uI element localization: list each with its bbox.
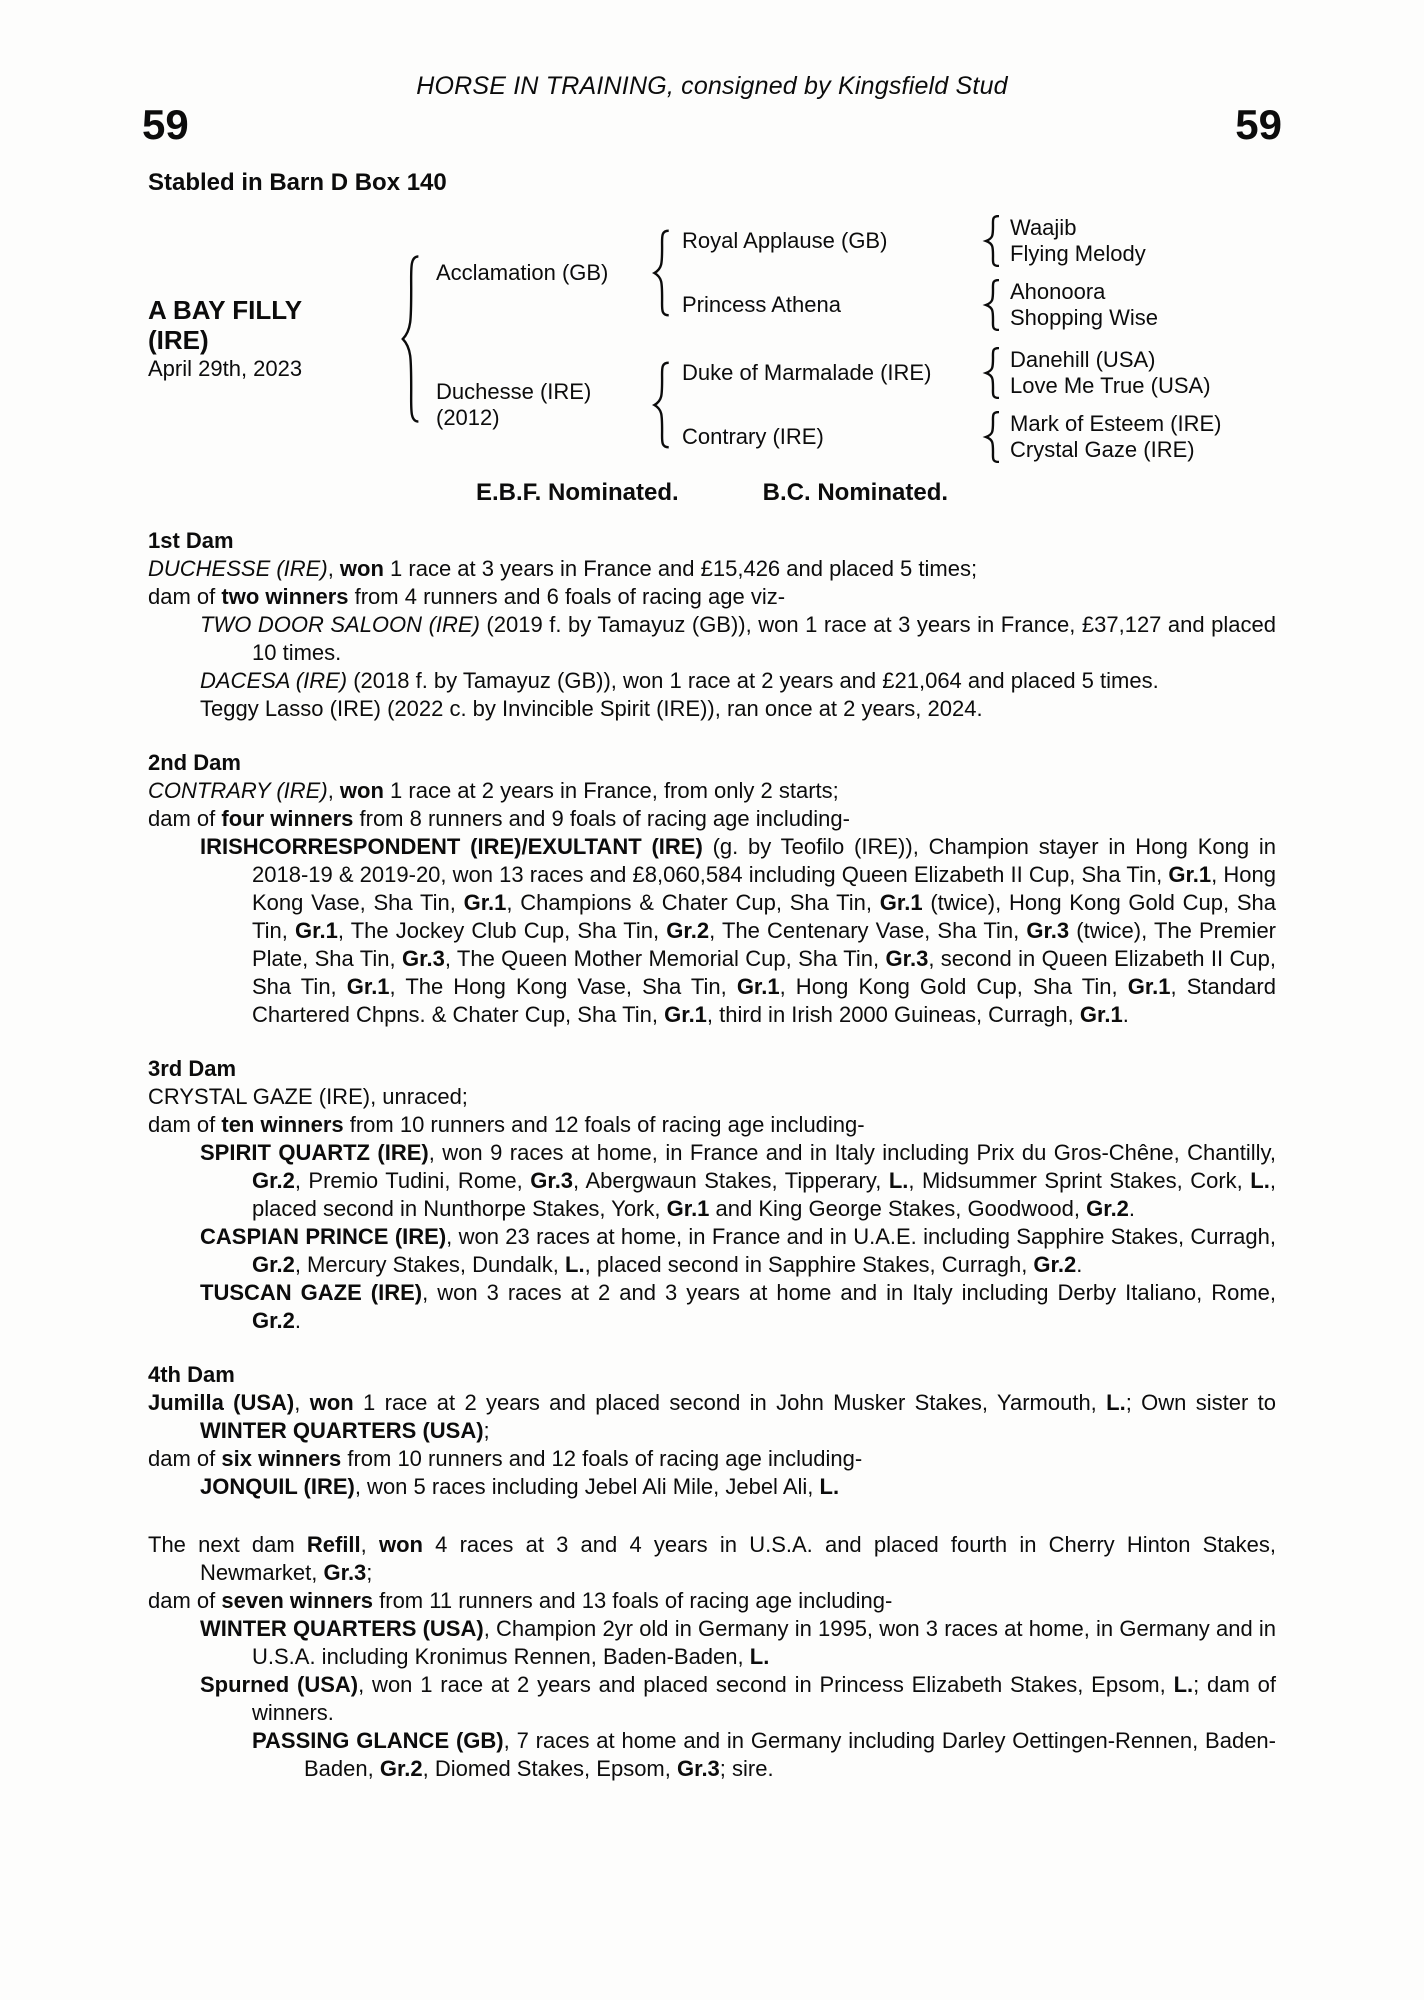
great-grandparents [1010,411,1221,463]
text-run: , The Queen Mother Memorial Cup, Sha Tin, [444,946,886,971]
text-run: PASSING GLANCE (GB) [252,1728,504,1753]
text-run: Gr.2 [379,1756,423,1781]
text-run: Gr.3 [530,1168,574,1193]
section-heading: 2nd Dam [148,750,241,775]
text-run: dam of [148,1446,222,1471]
text-run: Gr.1 [346,974,390,999]
text-run: Gr.1 [664,1002,707,1027]
text-run: Gr.3 [323,1560,367,1585]
text-run: Gr.2 [666,918,710,943]
brace-icon [982,347,1002,399]
brace-icon [650,361,672,449]
text-run: Gr.2 [252,1252,295,1277]
catalog-paragraph [148,1445,1276,1473]
text-run: . [1128,1196,1136,1221]
text-run: , Midsummer Sprint Stakes, Cork, [908,1168,1251,1193]
text-run: 4 races at 3 and 4 years in U.S.A. and placed fourth in Cherry Hinton Stakes, Newmarket, [200,1532,1276,1585]
text-run: , The Centenary Vase, Sha Tin, [709,918,1027,943]
text-run: , The Jockey Club Cup, Sha Tin, [337,918,667,943]
catalog-paragraph [148,667,1276,695]
ebf-nomination: E.B.F. Nominated. [475,479,679,506]
dam-section [148,749,1276,1029]
text-run: L. [565,1252,585,1277]
text-run: (twice), The Premier Plate, Sha Tin, [252,918,1277,971]
text-run: , [327,778,340,803]
catalog-paragraph [148,1615,1276,1671]
text-run: from 10 runners and 12 foals of racing age including- [341,1446,863,1471]
text-run: , Abergwaun Stakes, Tipperary, [573,1168,889,1193]
text-run: L. [749,1644,770,1669]
text-run: and King George Stakes, Goodwood, [709,1196,1087,1221]
text-run: CASPIAN PRINCE (IRE) [200,1224,447,1249]
lot-number-left: 59 [142,101,189,148]
dam-grandparents [682,347,1221,463]
dam-name-line: Duchesse (IRE) [436,379,592,404]
text-run: , placed second in Nunthorpe Stakes, York, [252,1168,1276,1221]
granddam-name: Contrary (IRE) [682,424,824,449]
text-run: Refill [306,1532,361,1557]
catalog-paragraph [148,583,1276,611]
subject-name: A BAY FILLY [148,295,303,325]
section-heading: 4th Dam [148,1362,235,1387]
text-run: L. [1250,1168,1270,1193]
text-run: ; Own sister to [1125,1390,1276,1415]
catalog-paragraph [148,1223,1276,1279]
text-run: won [339,556,384,581]
text-run: Spurned (USA) [200,1672,359,1697]
text-run: , won 9 races at home, in France and in Italy including Prix du Gros-Chêne, Chantilly, [428,1140,1276,1165]
text-run: Gr.1 [1127,974,1171,999]
lot-number-row [0,103,1424,147]
brace-icon [398,253,422,425]
brace-icon [982,279,1002,331]
text-run: , [327,556,340,581]
sire-grandparents [682,215,1158,331]
text-run: ; sire. [719,1756,774,1781]
sire-block [436,215,1221,331]
catalog-paragraph [148,805,1276,833]
brace-icon [982,411,1002,463]
section-heading: 3rd Dam [148,1056,237,1081]
great-grandparent-name: Danehill (USA) [1010,347,1156,372]
subject-foaling-date: April 29th, 2023 [148,356,303,381]
text-run: CONTRARY (IRE) [148,778,328,803]
text-run: IRISHCORRESPONDENT (IRE)/EXULTANT (IRE) [200,834,703,859]
grandparent-block [682,411,1221,463]
text-run: , The Hong Kong Vase, Sha Tin, [389,974,737,999]
text-run: L. [888,1168,909,1193]
dam-name [436,379,650,431]
text-run: won [378,1532,423,1557]
lot-number-right: 59 [1235,101,1282,148]
text-run: , won 3 races at 2 and 3 years at home and in Italy including Derby Italiano, Rome, [422,1280,1277,1305]
text-run: two winners [221,584,349,609]
text-run: . [294,1308,301,1333]
text-run: TUSCAN GAZE (IRE) [200,1280,423,1305]
catalog-paragraph [148,1279,1276,1335]
text-run: Gr.2 [252,1168,295,1193]
text-run: , Hong Kong Vase, Sha Tin, [252,862,1276,915]
text-run: six winners [221,1446,342,1471]
dam-section [148,1531,1276,1783]
brace-icon [982,215,1002,267]
text-run: L. [819,1474,840,1499]
text-run: Gr.3 [1026,918,1070,943]
text-run: TWO DOOR SALOON (IRE) [200,612,480,637]
text-run: , Mercury Stakes, Dundalk, [294,1252,566,1277]
text-run: (twice), Hong Kong Gold Cup, Sha Tin, [252,890,1276,943]
text-run: , 7 races at home and in Germany including Darley Oettingen-Rennen, Baden-Baden, [304,1728,1276,1781]
great-grandparent-name: Crystal Gaze (IRE) [1010,437,1195,462]
text-run: from 8 runners and 9 foals of racing age including- [353,806,850,831]
catalog-paragraph [148,1531,1276,1587]
text-run: WINTER QUARTERS (USA) [200,1616,484,1641]
text-run: WINTER QUARTERS (USA) [200,1418,484,1443]
section-heading: 1st Dam [148,528,234,553]
text-run: The next dam [148,1532,307,1557]
text-run: Gr.1 [1079,1002,1123,1027]
dam-section [148,1361,1276,1501]
text-run: Gr.1 [1168,862,1212,887]
catalog-paragraph [148,1587,1276,1615]
text-run: four winners [221,806,354,831]
text-run: 1 race at 2 years and placed second in John Musker Stakes, Yarmouth, [353,1390,1107,1415]
text-run: DACESA (IRE) [200,668,348,693]
text-run: Gr.1 [463,890,507,915]
text-run: from 11 runners and 13 foals of racing age including- [373,1588,893,1613]
text-run: L. [1173,1672,1194,1697]
text-run: 1 race at 3 years in France and £15,426 and placed 5 times; [383,556,978,581]
pedigree-parents [436,215,1221,463]
page-title: HORSE IN TRAINING, consigned by Kingsfield Stud [416,72,1008,100]
text-run: L. [1106,1390,1126,1415]
text-run: seven winners [221,1588,374,1613]
text-run: , placed second in Sapphire Stakes, Curragh, [584,1252,1034,1277]
text-run: Gr.1 [736,974,780,999]
text-run: Jumilla (USA) [148,1390,295,1415]
nominations [0,479,1424,507]
text-run: won [309,1390,354,1415]
text-run: JONQUIL (IRE) [200,1474,355,1499]
text-run: DUCHESSE (IRE) [148,556,328,581]
text-run: 1 race at 2 years in France, from only 2 starts; [383,778,839,803]
text-run: Gr.1 [666,1196,710,1221]
granddam-name: Princess Athena [682,292,841,317]
subject-suffix: (IRE) [148,325,209,355]
text-run: , Hong Kong Gold Cup, Sha Tin, [779,974,1128,999]
great-grandparents [1010,347,1211,399]
text-run: Gr.1 [295,918,338,943]
grandsire-name: Duke of Marmalade (IRE) [682,360,932,385]
text-run: Gr.2 [252,1308,295,1333]
text-run: ; [366,1560,373,1585]
dam-section [148,527,1276,723]
great-grandparent-name: Shopping Wise [1010,305,1158,330]
great-grandparents [1010,279,1158,331]
great-grandparent-name: Flying Melody [1010,241,1146,266]
text-run: , [294,1390,310,1415]
pedigree-tree [148,215,1424,463]
grandparent-block [682,279,1158,331]
text-run: Gr.2 [1086,1196,1129,1221]
brace-icon [650,229,672,317]
text-run: Gr.1 [879,890,923,915]
catalog-paragraph [148,1139,1276,1223]
great-grandparent-name: Love Me True (USA) [1010,373,1211,398]
catalog-paragraph [148,1671,1276,1727]
catalog-paragraph [148,695,1276,723]
text-run: , won 1 race at 2 years and placed second in Princess Elizabeth Stakes, Epsom, [358,1672,1174,1697]
great-grandparent-name: Mark of Esteem (IRE) [1010,411,1222,436]
text-run: . [1076,1252,1083,1277]
text-run: Gr.3 [885,946,929,971]
grandparent-block [682,215,1158,267]
text-run: , won 23 races at home, in France and in U.A.E. including Sapphire Stakes, Curragh, [446,1224,1276,1249]
catalog-paragraph [148,1111,1276,1139]
text-run: ; [483,1418,490,1443]
text-run: , Premio Tudini, Rome, [294,1168,531,1193]
text-run: (2018 f. by Tamayuz (GB)), won 1 race at 2 years and £21,064 and placed 5 times. [347,668,1159,693]
grandparent-block [682,347,1221,399]
text-run: won [339,778,384,803]
text-run: dam of [148,584,222,609]
great-grandparent-name: Ahonoora [1010,279,1106,304]
bc-nomination: B.C. Nominated. [762,479,949,506]
pedigree-text-sections [148,527,1276,1783]
text-run: , [360,1532,379,1557]
pedigree-subject [148,295,398,383]
catalog-paragraph [148,1389,1276,1445]
text-run: dam of [148,1588,222,1613]
text-run: ten winners [221,1112,344,1137]
catalog-paragraph [148,777,1276,805]
dam-section [148,1055,1276,1335]
text-run: from 4 runners and 6 foals of racing age viz- [348,584,786,609]
catalog-paragraph [148,1083,1276,1111]
grandsire-name: Royal Applause (GB) [682,228,888,253]
text-run: ; dam of winners. [252,1672,1276,1725]
dam-block [436,347,1221,463]
catalog-paragraph [148,833,1276,1029]
text-run: , Champion 2yr old in Germany in 1995, won 3 races at home, in Germany and in U.S.A. including Kronimus Rennen, Baden-Baden, [252,1616,1276,1669]
stabling-info: Stabled in Barn D Box 140 [148,169,447,196]
text-run: from 10 runners and 12 foals of racing age including- [343,1112,865,1137]
text-run: , won 5 races including Jebel Ali Mile, Jebel Ali, [354,1474,820,1499]
text-run: Gr.3 [676,1756,720,1781]
catalog-paragraph [148,611,1276,667]
text-run: , Standard Chartered Chpns. & Chater Cup, Sha Tin, [252,974,1276,1027]
text-run: . [1122,1002,1129,1027]
text-run: CRYSTAL GAZE (IRE), unraced; [148,1084,468,1109]
text-run: dam of [148,806,222,831]
text-run: , second in Queen Elizabeth II Cup, Sha Tin, [252,946,1276,999]
text-run: , third in Irish 2000 Guineas, Curragh, [706,1002,1080,1027]
text-run: , Diomed Stakes, Epsom, [422,1756,677,1781]
catalog-paragraph [148,1473,1276,1501]
dam-year-line: (2012) [436,405,500,430]
catalog-paragraph [148,555,1276,583]
sire-name: Acclamation (GB) [436,260,609,285]
text-run: , Champions & Chater Cup, Sha Tin, [506,890,880,915]
great-grandparents [1010,215,1146,267]
text-run: Teggy Lasso (IRE) (2022 c. by Invincible Spirit (IRE)), ran once at 2 years, 2024. [200,696,983,721]
text-run: Gr.2 [1033,1252,1077,1277]
text-run: (g. by Teofilo (IRE)), Champion stayer in Hong Kong in 2018-19 & 2019-20, won 13 races and £8,060,584 including Queen Elizabeth II Cup, Sha Tin, [252,834,1276,887]
text-run: Gr.3 [402,946,445,971]
text-run: (2019 f. by Tamayuz (GB)), won 1 race at 3 years in France, £37,127 and placed 10 times. [252,612,1276,665]
catalog-paragraph [148,1727,1276,1783]
text-run: SPIRIT QUARTZ (IRE) [200,1140,429,1165]
text-run: dam of [148,1112,222,1137]
great-grandparent-name: Waajib [1010,215,1077,240]
